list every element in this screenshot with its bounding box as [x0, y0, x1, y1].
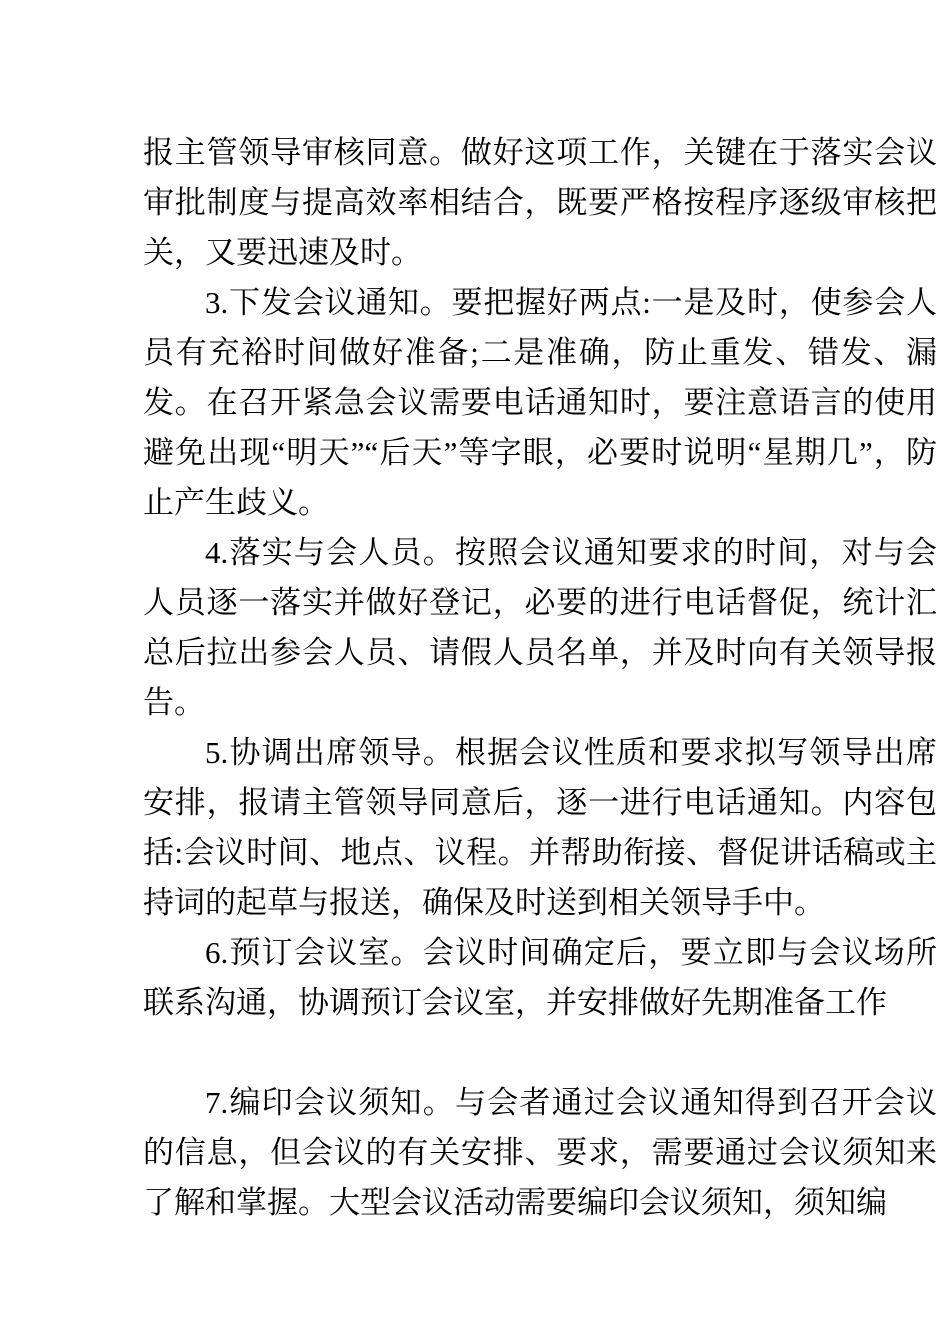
paragraph-item-4: 4.落实与会人员。按照会议通知要求的时间，对与会人员逐一落实并做好登记，必要的进行电话督促，统计汇总后拉出参会人员、请假人员名单，并及时向有关领导报告。: [143, 535, 937, 720]
paragraph-item-7: 7.编印会议须知。与会者通过会议通知得到召开会议的信息，但会议的有关安排、要求，需要通过会议须知来了解和掌握。大型会议活动需要编印会议须知，须知编: [143, 1085, 937, 1220]
paragraph-item-5: 5.协调出席领导。根据会议性质和要求拟写领导出席安排，报请主管领导同意后，逐一进行电话通知。内容包括:会议时间、地点、议程。并帮助衔接、督促讲话稿或主持词的起草与报送，确保及时送到相关领导手中。: [143, 735, 937, 920]
document-body: [143, 128, 937, 1228]
paragraph-item-3: 3.下发会议通知。要把握好两点:一是及时，使参会人员有充裕时间做好准备;二是准确，防止重发、错发、漏发。在召开紧急会议需要电话通知时，要注意语言的使用避免出现“明天”“后天”等字眼，必要时说明“星期几”，防止产生歧义。: [143, 285, 937, 520]
blank-line: [143, 1028, 937, 1078]
paragraph-item-6: 6.预订会议室。会议时间确定后，要立即与会议场所联系沟通，协调预订会议室，并安排做好先期准备工作: [143, 935, 937, 1020]
paragraph-continuation: 报主管领导审核同意。做好这项工作，关键在于落实会议审批制度与提高效率相结合，既要严格按程序逐级审核把关，又要迅速及时。: [143, 135, 937, 270]
